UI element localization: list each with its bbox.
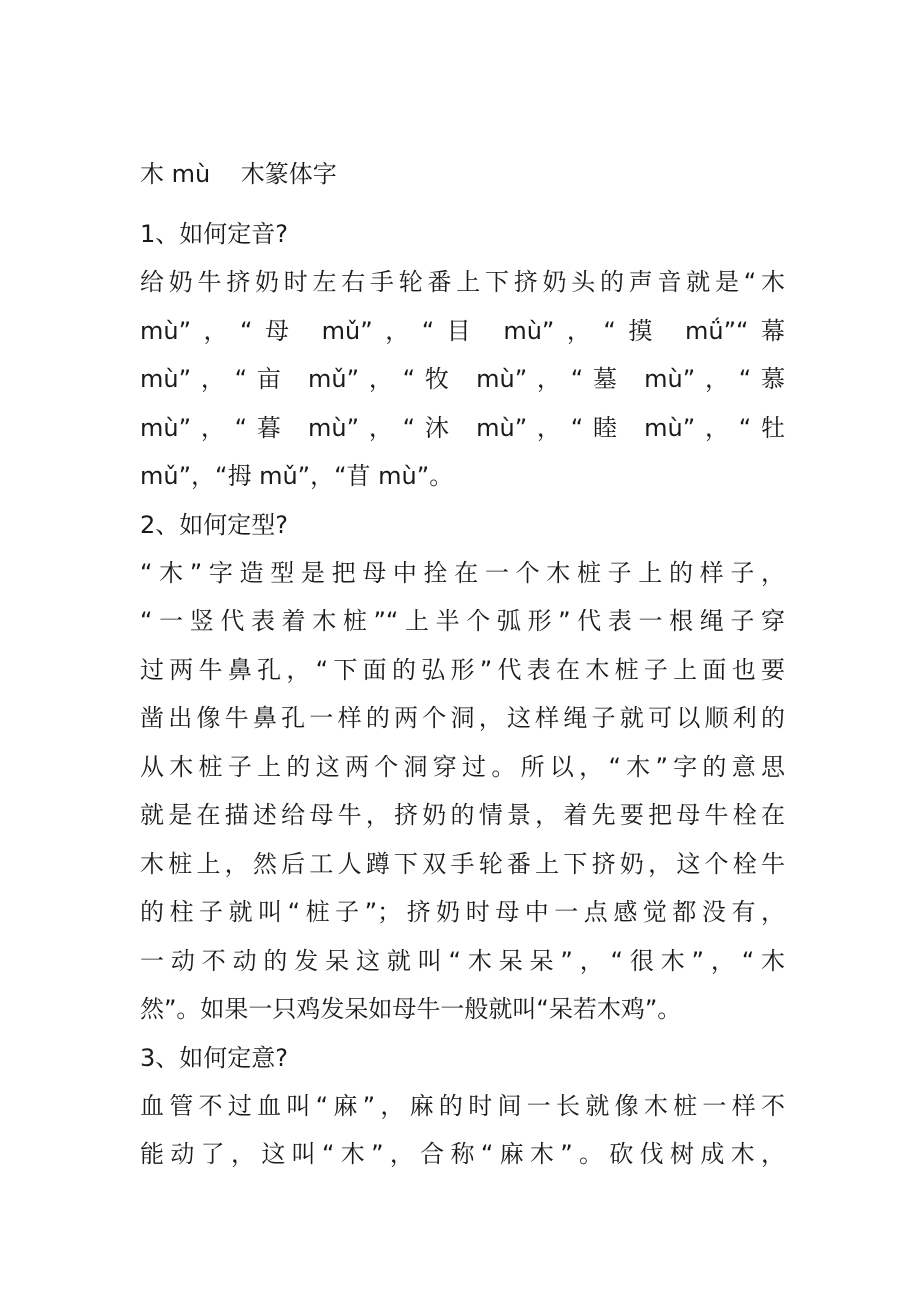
section-shape (140, 501, 785, 1034)
text-line: 血管不过血叫“麻”，麻的时间一长就像木桩一样不 (140, 1091, 785, 1120)
text-line: “一竖代表着木桩”“上半个弧形”代表一根绳子穿 (140, 607, 785, 635)
page-title: 木 mù 木篆体字 (140, 160, 337, 188)
text-line: 凿出像牛鼻孔一样的两个洞，这样绳子就可以顺利的 (140, 704, 785, 732)
text-line: mù”，“暮 mù”，“沐 mù”，“睦 mù”，“牡 (140, 413, 785, 442)
paragraph (140, 1082, 785, 1179)
section-heading: 3、如何定意? (140, 1043, 289, 1072)
text-line: 从木桩子上的这两个洞穿过。所以，“木”字的意思 (140, 752, 785, 781)
text-line: 过两牛鼻孔，“下面的弘形”代表在木桩子上面也要 (140, 655, 785, 684)
paragraph (140, 549, 785, 1034)
section-heading: 1、如何定音? (140, 220, 289, 248)
text-line: mù”，“母 mǔ”，“目 mù”，“摸 mǘ”“幕 (140, 316, 785, 345)
text-line: 给奶牛挤奶时左右手轮番上下挤奶头的声音就是“木 (140, 268, 785, 296)
text-line: 一动不动的发呆这就叫“木呆呆”，“很木”，“木 (140, 946, 785, 975)
text-line: 的柱子就叫“桩子”；挤奶时母中一点感觉都没有， (140, 898, 785, 926)
text-line: mù”，“亩 mǔ”，“牧 mù”，“墓 mù”，“慕 (140, 365, 785, 393)
text-line: mǔ”，“拇 mǔ”，“苜 mù”。 (140, 462, 454, 490)
text-line: 能动了，这叫“木”，合称“麻木”。砍伐树成木， (140, 1140, 785, 1168)
section-heading: 2、如何定型? (140, 510, 289, 539)
text-line: 就是在描述给母牛，挤奶的情景，着先要把母牛栓在 (140, 801, 785, 829)
text-line: 木桩上，然后工人蹲下双手轮番上下挤奶，这个栓牛 (140, 849, 785, 878)
document-page (140, 150, 785, 1179)
text-line: 然”。如果一只鸡发呆如母牛一般就叫“呆若木鸡”。 (140, 995, 682, 1023)
title-spacer (140, 198, 785, 210)
section-pronunciation (140, 210, 785, 501)
paragraph (140, 258, 785, 501)
text-line: “木”字造型是把母中拴在一个木桩子上的样子， (140, 558, 785, 587)
section-meaning (140, 1034, 785, 1179)
